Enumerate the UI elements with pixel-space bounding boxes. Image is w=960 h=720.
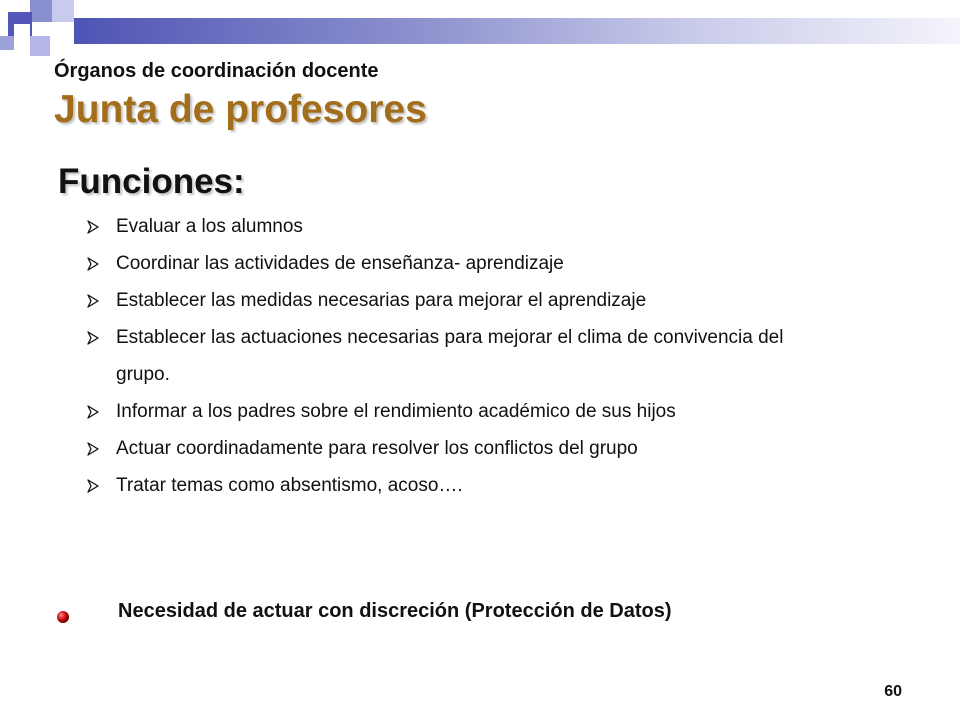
list-item bbox=[86, 319, 826, 393]
section-heading: Funciones: bbox=[58, 162, 245, 201]
arrow-right-icon bbox=[86, 405, 100, 419]
list-item-text: Tratar temas como absentismo, acoso…. bbox=[116, 475, 463, 496]
list-item bbox=[86, 245, 826, 282]
arrow-right-icon bbox=[86, 442, 100, 456]
list-item-text: Establecer las actuaciones necesarias para mejorar el clima de convivencia del grupo. bbox=[116, 327, 784, 385]
decorative-square bbox=[30, 36, 50, 56]
decorative-square bbox=[0, 36, 14, 50]
list-item bbox=[86, 393, 826, 430]
list-item-text: Establecer las medidas necesarias para mejorar el aprendizaje bbox=[116, 290, 647, 311]
list-item-text: Evaluar a los alumnos bbox=[116, 216, 303, 237]
list-item bbox=[86, 430, 826, 467]
decorative-square bbox=[14, 24, 30, 38]
list-item-text: Informar a los padres sobre el rendimiento académico de sus hijos bbox=[116, 401, 676, 422]
list-item bbox=[86, 282, 826, 319]
header-gradient-bar bbox=[74, 18, 960, 44]
page-number: 60 bbox=[884, 683, 902, 700]
list-item-text: Actuar coordinadamente para resolver los conflictos del grupo bbox=[116, 438, 638, 459]
arrow-right-icon bbox=[86, 220, 100, 234]
slide-subtitle: Órganos de coordinación docente bbox=[54, 60, 379, 82]
list-item bbox=[86, 467, 826, 504]
list-item-text: Coordinar las actividades de enseñanza- aprendizaje bbox=[116, 253, 564, 274]
decorative-square bbox=[30, 0, 52, 22]
slide-title: Junta de profesores bbox=[54, 88, 427, 131]
list-item bbox=[86, 208, 826, 245]
arrow-right-icon bbox=[86, 257, 100, 271]
arrow-right-icon bbox=[86, 294, 100, 308]
functions-list bbox=[86, 208, 826, 504]
decorative-squares bbox=[0, 0, 80, 64]
red-dot-icon bbox=[56, 610, 70, 624]
arrow-right-icon bbox=[86, 479, 100, 493]
arrow-right-icon bbox=[86, 331, 100, 345]
decorative-square bbox=[52, 0, 74, 22]
note-text: Necesidad de actuar con discreción (Protección de Datos) bbox=[118, 600, 672, 622]
